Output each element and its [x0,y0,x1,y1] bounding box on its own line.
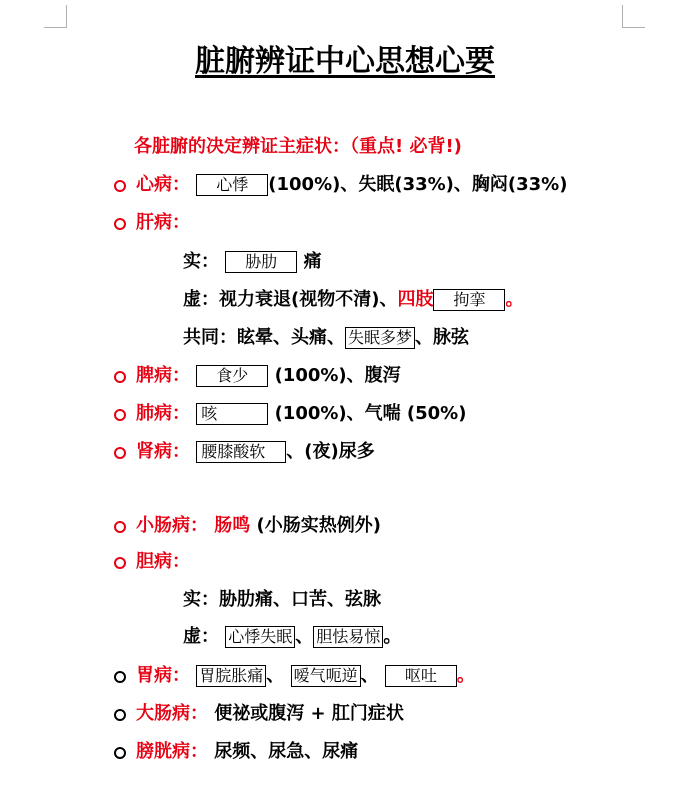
liver-common-line [183,326,469,350]
liver-shi-label: 实： [183,251,219,272]
heart-line [136,173,567,197]
liver-common-label: 共同： [183,327,237,348]
bladder-text: 尿频、尿急、尿痛 [214,741,359,762]
bullet-icon [114,747,126,759]
large-intestine-line [136,702,404,726]
liver-common-text: 眩晕、头痛、 [237,327,345,348]
heart-label: 心病： [136,174,190,195]
gallbladder-shi-text: 胁肋痛、口苦、弦脉 [219,589,381,610]
gallbladder-xu-end: 。 [383,626,402,647]
liver-label: 肝病： [136,212,190,233]
lung-rest: (100%)、气喘 (50%) [274,403,467,424]
liver-xu-end: 。 [505,289,524,310]
spleen-line [136,364,401,388]
bullet-icon [114,671,126,683]
liver-xu-label: 虚： [183,289,219,310]
bullet-icon [114,447,126,459]
lung-line [136,402,466,426]
gallbladder-label: 胆病： [136,551,190,572]
gallbladder-xu-label: 虚： [183,626,219,647]
lung-box: 咳 [196,403,268,425]
stomach-line [136,664,475,688]
bullet-icon [114,409,126,421]
bullet-icon [114,557,126,569]
small-intestine-label: 小肠病： [136,515,208,536]
spleen-rest: (100%)、腹泻 [274,365,401,386]
kidney-rest: 、(夜)尿多 [286,441,375,462]
spleen-label: 脾病： [136,365,190,386]
page-title: 脏腑辨证中心思想心要 [195,44,495,79]
liver-xu-box: 拘挛 [433,289,505,311]
gallbladder-xu-box2: 胆怯易惊 [313,626,383,648]
heart-box: 心悸 [196,174,268,196]
stomach-box2: 嗳气呃逆 [291,665,361,687]
liver-xu-red: 四肢 [397,289,434,310]
liver-shi-rest: 痛 [303,251,322,272]
gallbladder-shi-line [183,588,381,612]
liver-shi-line [183,250,322,274]
stomach-sep1: 、 [266,665,285,686]
bullet-icon [114,521,126,533]
page-corner-mark-top-left [44,5,67,28]
bullet-icon [114,180,126,192]
bladder-label: 膀胱病： [136,741,208,762]
gallbladder-shi-label: 实： [183,589,219,610]
small-intestine-rest: (小肠实热例外) [250,515,382,536]
small-intestine-line [136,514,381,538]
kidney-box: 腰膝酸软 [196,441,286,463]
liver-xu-line [183,288,523,312]
page-corner-mark-top-right [622,5,645,28]
gallbladder-xu-box1: 心悸失眠 [225,626,295,648]
small-intestine-red: 肠鸣 [214,515,251,536]
kidney-label: 肾病： [136,441,190,462]
stomach-box1: 胃脘胀痛 [196,665,266,687]
gallbladder-xu-sep: 、 [295,626,314,647]
bullet-icon [114,371,126,383]
bullet-icon [114,218,126,230]
stomach-label: 胃病： [136,665,190,686]
intro-heading: 各脏腑的决定辨证主症状：（重点! 必背!) [134,136,462,157]
stomach-box3: 呕吐 [385,665,457,687]
heart-rest: (100%)、失眠(33%)、胸闷(33%) [268,174,568,195]
large-intestine-text: 便祕或腹泻 + 肛门症状 [214,703,404,724]
bullet-icon [114,709,126,721]
lung-label: 肺病： [136,403,190,424]
gallbladder-xu-line [183,625,401,649]
liver-common-box: 失眠多梦 [345,327,415,349]
stomach-end: 。 [456,665,475,686]
liver-xu-text: 视力衰退(视物不清)、 [219,289,398,310]
liver-shi-box: 胁肋 [225,251,297,273]
liver-common-end: 、脉弦 [415,327,470,348]
bladder-line [136,740,358,764]
kidney-line [136,440,375,464]
spleen-box: 食少 [196,365,268,387]
large-intestine-label: 大肠病： [136,703,208,724]
stomach-sep2: 、 [360,665,379,686]
